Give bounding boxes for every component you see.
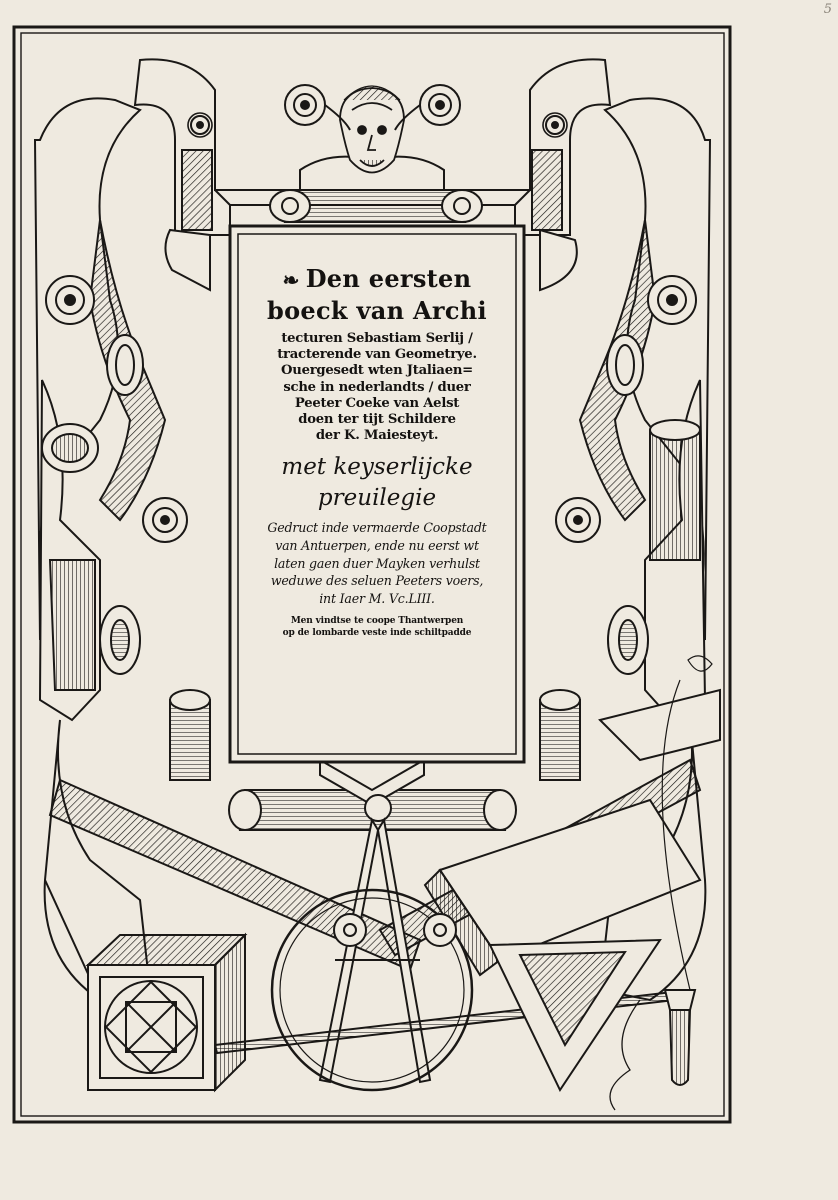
privilege-line: preuilegie [317,485,437,512]
title-line-2: boeck van Archi [267,296,487,325]
body-line: doen ter tijt Schildere [298,412,456,428]
body-line: sche in nederlandts / duer [283,379,471,395]
privilege-line: met keyserlijcke [281,454,473,481]
page-number: 5 [823,2,832,17]
imprint-line: weduwe des seluen Peeters voers, [270,573,484,589]
imprint-line: van Antuerpen, ende nu eerst wt [275,538,479,554]
body-line: tecturen Sebastiam Serlij / [281,331,473,346]
title-line-1 [238,264,516,293]
body-line: Peeter Coeke van Aelst [294,395,460,411]
flourish-icon: ❧ [282,268,300,292]
imprint-line: Gedruct inde vermaerde Coopstadt [267,520,487,536]
imprint-line: int Iaer M. Vc.LIII. [319,590,435,606]
seller-line: Men vindtse te coope Thantwerpen [290,616,464,627]
body-line: tracterende van Geometrye. [277,347,477,363]
body-line: Ouergesedt wten Jtaliaen= [281,363,473,379]
title-block [238,234,516,754]
imprint-line: laten gaen duer Mayken verhulst [274,555,480,571]
title-line-1-text: Den eersten [305,264,472,293]
body-line: der K. Maiesteyt. [315,428,439,444]
seller-line: op de lombarde veste inde schiltpadde [282,628,472,639]
